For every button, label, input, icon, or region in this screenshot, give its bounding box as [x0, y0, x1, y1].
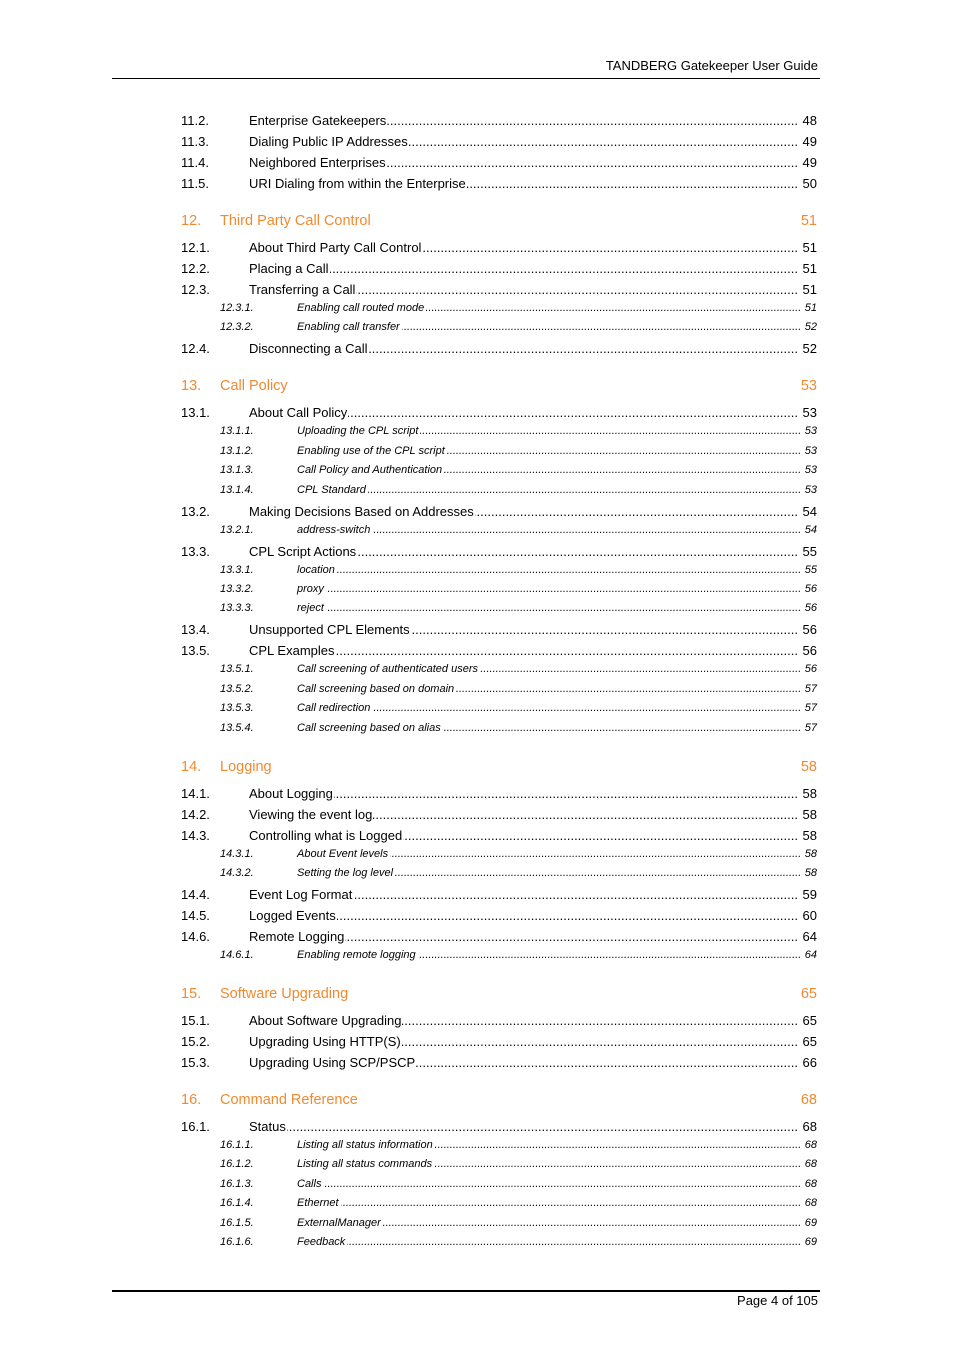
toc-leader-dots [297, 1177, 801, 1192]
toc-page-number: 66 [802, 1055, 817, 1070]
toc-page-number: 68 [804, 1139, 817, 1151]
toc-subsection[interactable] [0, 1196, 954, 1211]
toc-chapter[interactable] [0, 212, 954, 231]
toc-subsection[interactable] [0, 1216, 954, 1231]
toc-title: Call screening of authenticated users [297, 663, 478, 676]
toc-subsection[interactable] [0, 582, 954, 597]
toc-page-number: 51 [802, 282, 817, 297]
toc-title: CPL Standard [297, 483, 366, 496]
toc-title: Transferring a Call [249, 282, 356, 297]
toc-page-number: 56 [804, 663, 817, 676]
toc-leader-dots [297, 1235, 801, 1250]
toc-number: 16. [181, 1092, 202, 1108]
toc-page-number: 53 [800, 378, 817, 395]
toc-page-number: 52 [802, 341, 817, 357]
toc-subsection[interactable] [0, 682, 954, 697]
toc-title: Controlling what is Logged [249, 827, 403, 843]
toc-page-number: 57 [804, 702, 817, 715]
toc-title: Upgrading Using SCP/PSCP [249, 1055, 416, 1070]
toc-page-number: 53 [804, 444, 817, 457]
toc-number: 14.3.1. [220, 847, 254, 860]
toc-title: About Logging [249, 785, 333, 801]
toc-section[interactable] [0, 133, 954, 150]
toc-page-number: 54 [804, 523, 817, 536]
toc-number: 13.2.1. [220, 523, 254, 536]
toc-page-number: 50 [802, 176, 817, 191]
toc-section[interactable] [0, 112, 954, 129]
toc-section[interactable] [0, 642, 954, 659]
toc-page-number: 58 [802, 827, 817, 843]
toc-title: Disconnecting a Call [249, 341, 368, 357]
toc-title: Placing a Call [249, 261, 329, 276]
toc-number: 13.1.1. [220, 425, 254, 438]
toc-number: 14.6. [181, 929, 210, 944]
toc-title: Enabling use of the CPL script [297, 444, 445, 457]
toc-subsection[interactable] [0, 444, 954, 459]
toc-leader-dots [297, 701, 801, 716]
toc-page-number: 49 [802, 155, 817, 170]
toc-page-number: 56 [802, 622, 817, 638]
toc-chapter[interactable] [0, 758, 954, 777]
toc-subsection[interactable] [0, 1157, 954, 1172]
toc-section[interactable] [0, 260, 954, 277]
footer-divider [112, 1290, 820, 1292]
toc-leader-dots [297, 523, 801, 538]
toc-page-number: 59 [802, 887, 817, 902]
toc-title: Call Policy and Authentication [297, 464, 443, 477]
toc-page-number: 64 [802, 929, 817, 944]
toc-section[interactable] [0, 806, 954, 823]
toc-title: Enterprise Gatekeepers [249, 113, 387, 128]
toc-page-number: 48 [802, 113, 817, 128]
toc-page-number: 65 [800, 986, 817, 1002]
toc-title: address-switch [297, 523, 371, 536]
toc-number: 13.4. [181, 622, 210, 638]
toc-title: About Call Policy [249, 405, 348, 421]
toc-title: proxy [297, 583, 324, 595]
toc-number: 16.1.6. [220, 1236, 254, 1248]
toc-subsection[interactable] [0, 847, 954, 862]
toc-number: 15.1. [181, 1013, 210, 1028]
toc-subsection[interactable] [0, 563, 954, 578]
toc-title: Uploading the CPL script [297, 425, 419, 438]
toc-subsection[interactable] [0, 523, 954, 538]
toc-number: 13.1.3. [220, 464, 254, 477]
toc-title: Call screening based on domain [297, 682, 455, 695]
toc-number: 13.1.2. [220, 444, 254, 457]
toc-number: 16.1.1. [220, 1139, 254, 1151]
toc-number: 14.2. [181, 806, 210, 822]
toc-page-number: 57 [804, 682, 817, 695]
toc-page-number: 64 [804, 949, 817, 961]
toc-page-number: 53 [804, 425, 817, 438]
toc-number: 12.3.2. [220, 321, 254, 334]
toc-page-number: 53 [804, 464, 817, 477]
toc-section[interactable] [0, 404, 954, 421]
toc-number: 11.4. [181, 155, 209, 170]
toc-section[interactable] [0, 621, 954, 638]
toc-subsection[interactable] [0, 662, 954, 677]
toc-number: 13.2. [181, 503, 210, 519]
toc-subsection[interactable] [0, 1138, 954, 1153]
toc-number: 12.1. [181, 240, 210, 255]
toc-leader-dots [249, 260, 797, 277]
toc-number: 13.5.4. [220, 721, 254, 734]
toc-leader-dots [297, 1196, 801, 1211]
toc-page-number: 58 [802, 806, 817, 822]
toc-page-number: 56 [804, 602, 817, 615]
toc-title: Enabling call transfer [297, 321, 400, 334]
toc-leader-dots [297, 563, 801, 578]
toc-number: 13.5.3. [220, 702, 254, 715]
toc-number: 16.1.4. [220, 1197, 254, 1210]
toc-section[interactable] [0, 175, 954, 192]
toc-title: Logging [220, 758, 272, 775]
toc-page-number: 56 [802, 643, 817, 659]
toc-page-number: 68 [804, 1197, 817, 1210]
toc-page-number: 68 [802, 1119, 817, 1134]
toc-title: reject [297, 602, 324, 615]
toc-page-number: 68 [804, 1158, 817, 1171]
header-title: TANDBERG Gatekeeper User Guide [605, 58, 818, 73]
toc-number: 16.1.2. [220, 1158, 254, 1171]
toc-page-number: 53 [802, 405, 817, 421]
toc-number: 12.3. [181, 282, 210, 297]
toc-number: 13.3. [181, 543, 210, 559]
toc-title: Status [249, 1119, 286, 1134]
toc-number: 11.2. [181, 113, 209, 128]
toc-section[interactable] [0, 928, 954, 945]
toc-title: About Third Party Call Control [249, 240, 422, 255]
toc-subsection[interactable] [0, 483, 954, 498]
toc-page-number: 60 [802, 908, 817, 923]
toc-title: Command Reference [220, 1092, 358, 1108]
toc-title: Neighbored Enterprises [249, 155, 386, 170]
toc-subsection[interactable] [0, 721, 954, 736]
toc-subsection[interactable] [0, 1235, 954, 1250]
toc-subsection[interactable] [0, 601, 954, 616]
toc-number: 16.1.3. [220, 1177, 254, 1190]
toc-section[interactable] [0, 543, 954, 560]
toc-page-number: 55 [802, 543, 817, 559]
toc-section[interactable] [0, 281, 954, 298]
toc-number: 12.3.1. [220, 302, 254, 314]
toc-page-number: 65 [802, 1013, 817, 1028]
toc-page-number: 58 [802, 785, 817, 801]
toc-page-number: 54 [802, 503, 817, 519]
toc-number: 13.3.3. [220, 602, 254, 615]
toc-section[interactable] [0, 1012, 954, 1029]
toc-page-number: 56 [804, 583, 817, 595]
toc-title: Unsupported CPL Elements [249, 622, 410, 638]
toc-subsection[interactable] [0, 1177, 954, 1192]
toc-number: 11.5. [181, 176, 209, 191]
toc-section[interactable] [0, 1118, 954, 1135]
toc-title: Upgrading Using HTTP(S) [249, 1034, 401, 1049]
toc-section[interactable] [0, 785, 954, 802]
toc-section[interactable] [0, 1054, 954, 1071]
toc-page-number: 49 [802, 134, 817, 149]
toc-section[interactable] [0, 503, 954, 520]
toc-number: 15.3. [181, 1055, 210, 1070]
toc-title: Event Log Format [249, 887, 353, 902]
toc-page-number: 52 [804, 321, 817, 334]
toc-page-number: 53 [804, 483, 817, 496]
toc-title: Logged Events [249, 908, 336, 923]
toc-section[interactable] [0, 239, 954, 256]
toc-title: Listing all status information [297, 1139, 433, 1151]
toc-number: 14.6.1. [220, 949, 254, 961]
toc-title: ExternalManager [297, 1216, 381, 1229]
toc-number: 14. [181, 758, 202, 775]
toc-title: CPL Script Actions [249, 543, 357, 559]
toc-page-number: 58 [804, 847, 817, 860]
toc-chapter[interactable] [0, 1091, 954, 1110]
toc-section[interactable] [0, 340, 954, 357]
toc-page-number: 51 [804, 302, 817, 314]
toc-subsection[interactable] [0, 424, 954, 439]
toc-number: 11.3. [181, 134, 209, 149]
toc-title: Software Upgrading [220, 986, 349, 1002]
toc-page-number: 51 [802, 261, 817, 276]
toc-number: 13.3.1. [220, 563, 254, 576]
toc-number: 16.1. [181, 1119, 210, 1134]
toc-title: Calls [297, 1177, 322, 1190]
toc-title: Making Decisions Based on Addresses [249, 503, 474, 519]
toc-page-number: 58 [800, 758, 817, 775]
toc-number: 12.2. [181, 261, 210, 276]
toc-title: Third Party Call Control [220, 213, 371, 229]
toc-section[interactable] [0, 154, 954, 171]
toc-title: Viewing the event log [249, 806, 373, 822]
toc-title: Dialing Public IP Addresses [249, 134, 408, 149]
page-number: Page 4 of 105 [737, 1293, 818, 1308]
toc-number: 13.5. [181, 643, 210, 659]
toc-leader-dots [249, 1118, 797, 1135]
toc-leader-dots [297, 582, 801, 597]
toc-page-number: 57 [804, 721, 817, 734]
toc-title: Call screening based on alias [297, 721, 441, 734]
toc-page-number: 65 [802, 1034, 817, 1049]
toc-title: URI Dialing from within the Enterprise [249, 176, 466, 191]
toc-number: 12. [181, 213, 202, 229]
toc-number: 15.2. [181, 1034, 210, 1049]
toc-page-number: 51 [802, 240, 817, 255]
toc-number: 13. [181, 378, 202, 395]
toc-number: 12.4. [181, 341, 210, 357]
toc-page-number: 55 [804, 563, 817, 576]
toc-section[interactable] [0, 886, 954, 903]
toc-chapter[interactable] [0, 377, 954, 396]
toc-title: Enabling call routed mode [297, 302, 425, 314]
toc-number: 13.5.2. [220, 682, 254, 695]
toc-page-number: 69 [804, 1216, 817, 1229]
toc-number: 13.5.1. [220, 663, 254, 676]
toc-title: Remote Logging [249, 929, 345, 944]
toc-subsection[interactable] [0, 320, 954, 335]
toc-chapter[interactable] [0, 985, 954, 1004]
toc-title: Feedback [297, 1236, 346, 1248]
toc-leader-dots [297, 483, 801, 498]
toc-subsection[interactable] [0, 701, 954, 716]
toc-page-number: 68 [800, 1092, 817, 1108]
toc-page-number: 69 [804, 1236, 817, 1248]
toc-leader-dots [297, 601, 801, 616]
toc-title: Enabling remote logging [297, 949, 416, 961]
toc-title: CPL Examples [249, 643, 335, 659]
toc-title: Call Policy [220, 378, 288, 395]
toc-section[interactable] [0, 827, 954, 844]
toc-number: 14.3.2. [220, 867, 254, 879]
toc-number: 14.4. [181, 887, 210, 902]
toc-number: 13.3.2. [220, 583, 254, 595]
toc-subsection[interactable] [0, 301, 954, 316]
toc-title: About Software Upgrading [249, 1013, 402, 1028]
toc-title: Call redirection [297, 702, 371, 715]
toc-subsection[interactable] [0, 463, 954, 478]
toc-page-number: 51 [800, 213, 817, 229]
toc-subsection[interactable] [0, 948, 954, 963]
toc-title: Listing all status commands [297, 1158, 433, 1171]
toc-section[interactable] [0, 907, 954, 924]
toc-section[interactable] [0, 1033, 954, 1050]
toc-number: 15. [181, 986, 202, 1002]
toc-title: Setting the log level [297, 867, 394, 879]
toc-number: 13.1.4. [220, 483, 254, 496]
toc-number: 13.1. [181, 405, 210, 421]
toc-number: 14.3. [181, 827, 210, 843]
toc-title: location [297, 563, 335, 576]
toc-title: Ethernet [297, 1197, 339, 1210]
toc-page-number: 68 [804, 1177, 817, 1190]
toc-number: 14.1. [181, 785, 210, 801]
toc-page-number: 58 [804, 867, 817, 879]
toc-title: About Event levels [297, 847, 389, 860]
toc-subsection[interactable] [0, 866, 954, 881]
toc-number: 14.5. [181, 908, 210, 923]
toc-number: 16.1.5. [220, 1216, 254, 1229]
